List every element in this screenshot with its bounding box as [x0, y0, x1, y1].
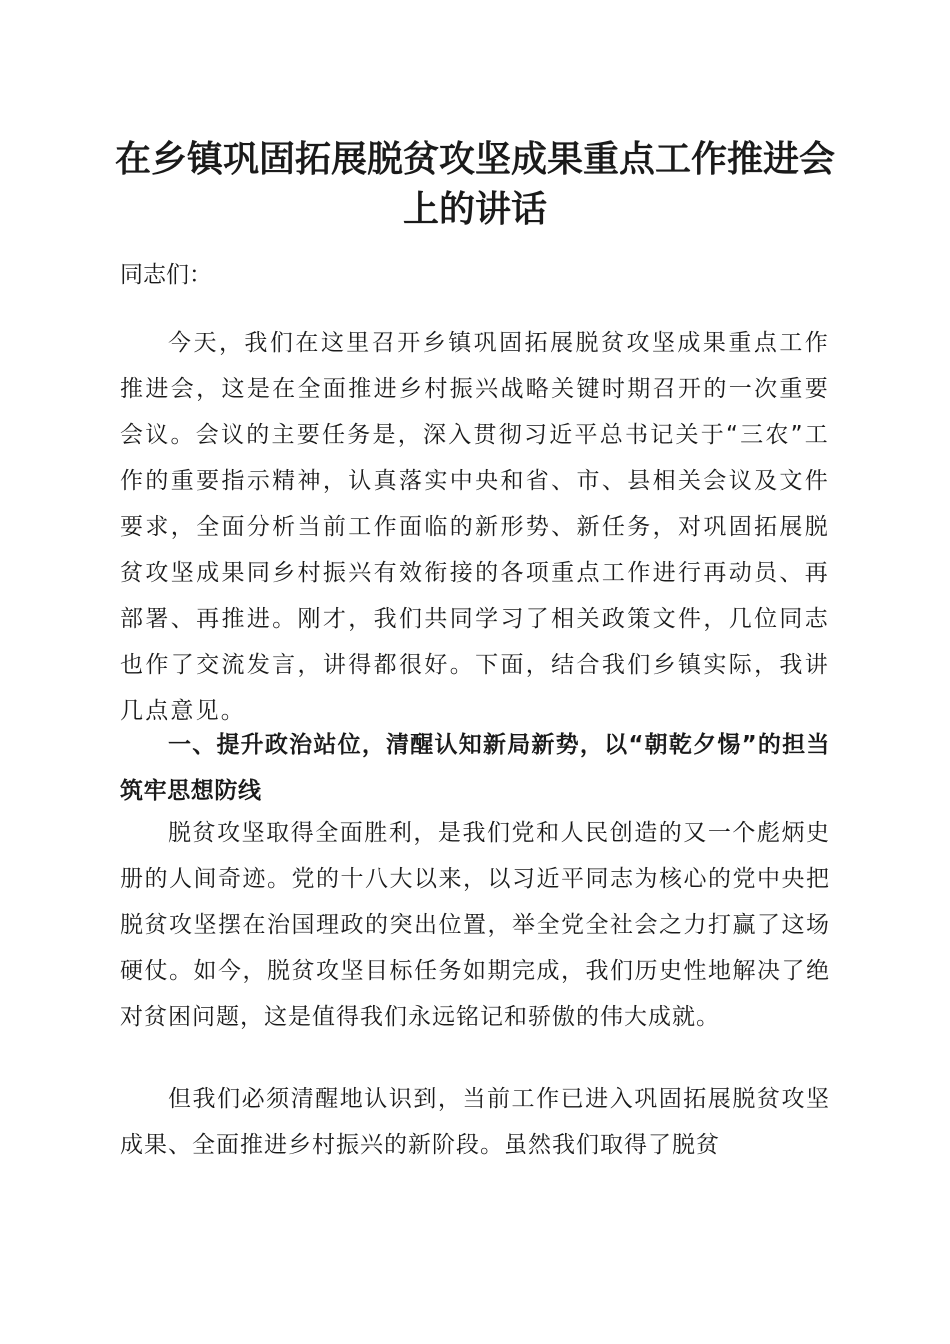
paragraph-intro: 今天，我们在这里召开乡镇巩固拓展脱贫攻坚成果重点工作推进会，这是在全面推进乡村振兴战略关键时期召开的一次重要会议。会议的主要任务是，深入贯彻习近平总书记关于“三农”工作的重要指示精神，认真落实中央和省、市、县相关会议及文件要求，全面分析当前工作面临的新形势、新任务，对巩固拓展脱贫攻坚成果同乡村振兴有效衔接的各项重点工作进行再动员、再部署、再推进。刚才，我们共同学习了相关政策文件，几位同志也作了交流发言，讲得都很好。下面，结合我们乡镇实际，我讲几点意见。	[120, 330, 830, 724]
section-heading-1: 一、提升政治站位，清醒认知新局新势，以“朝乾夕惕”的担当筑牢思想防线	[120, 732, 830, 804]
title-line-1: 在乡镇巩固拓展脱贫攻坚成果重点工作推进会	[114, 138, 835, 180]
salutation: 同志们：	[120, 262, 212, 288]
paragraph-2: 脱贫攻坚取得全面胜利，是我们党和人民创造的又一个彪炳史册的人间奇迹。党的十八大以来，以习近平同志为核心的党中央把脱贫攻坚摆在治国理政的突出位置，举全党全社会之力打赢了这场硬仗。如今，脱贫攻坚目标任务如期完成，我们历史性地解决了绝对贫困问题，这是值得我们永远铭记和骄傲的伟大成就。	[120, 820, 830, 1030]
document-title	[100, 134, 850, 234]
title-line-2: 上的讲话	[402, 188, 547, 230]
paragraph-3: 但我们必须清醒地认识到，当前工作已进入巩固拓展脱贫攻坚成果、全面推进乡村振兴的新阶段。虽然我们取得了脱贫	[120, 1086, 830, 1158]
